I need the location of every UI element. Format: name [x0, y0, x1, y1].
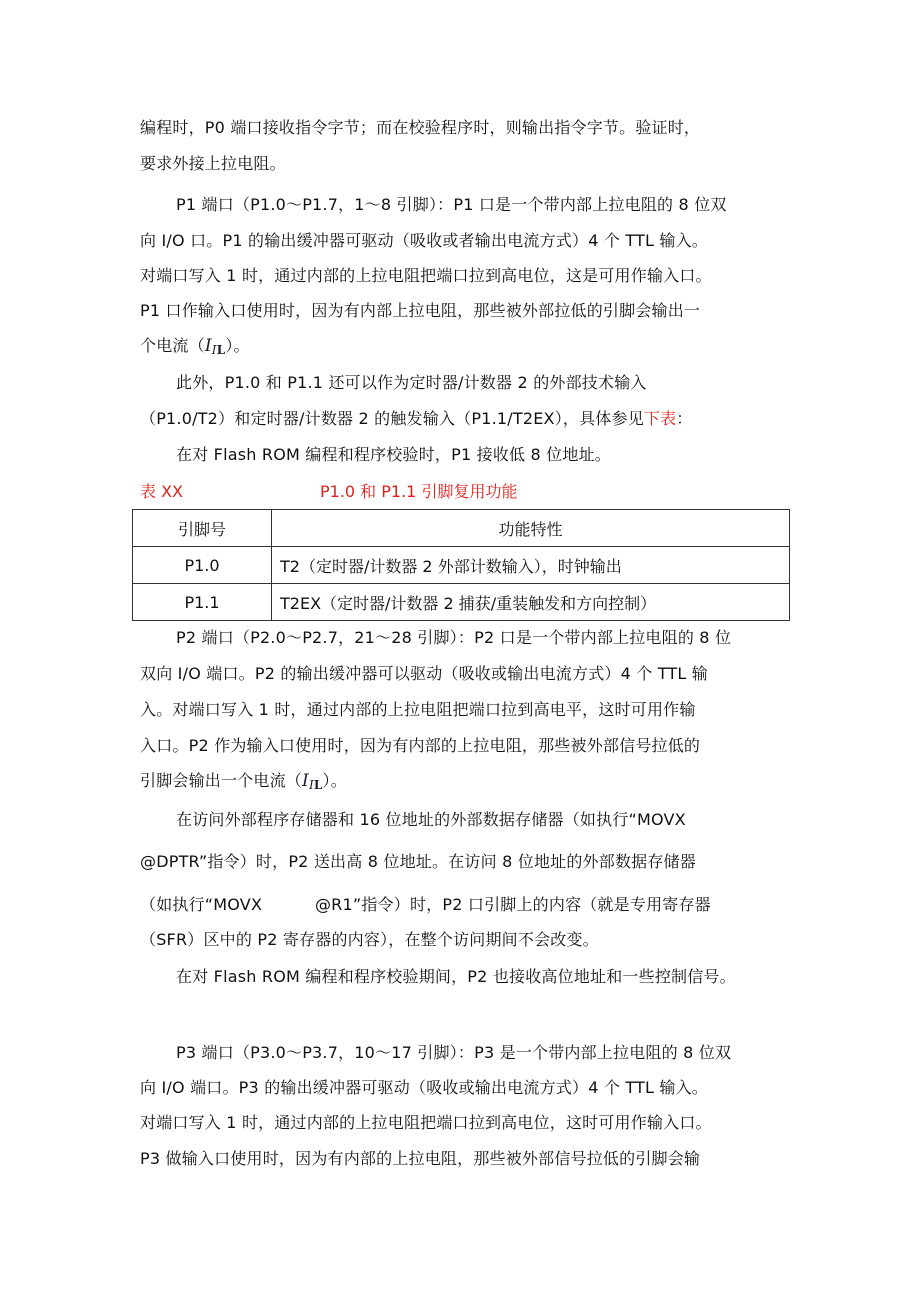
table-label: 表 XX — [140, 482, 184, 501]
p1-line-4: P1 口作输入口使用时，因为有内部上拉电阻，那些被外部拉低的引脚会输出一 — [140, 301, 701, 320]
p1-line-3: 对端口写入 1 时，通过内部的上拉电阻把端口拉到高电位，这是可用作输入口。 — [140, 266, 712, 285]
p2-line-3: 入。对端口写入 1 时，通过内部的上拉电阻把端口拉到高电平，这时可用作输 — [140, 700, 696, 719]
p1-alt-line-2 — [140, 407, 693, 431]
p0-line-2: 要求外接上拉电阻。 — [140, 154, 286, 173]
p2-line-5 — [140, 769, 347, 797]
row-function: T2（定时器/计数器 2 外部计数输入），时钟输出 — [272, 547, 790, 584]
p2-line-2: 双向 I/O 端口。P2 的输出缓冲器可以驱动（吸收或输出电流方式）4 个 TTL 输 — [140, 664, 709, 683]
p1-line-1: P1 端口（P1.0～P1.7，1～8 引脚）：P1 口是一个带内部上拉电阻的 8 位双 — [176, 195, 727, 214]
current-symbol — [205, 336, 226, 356]
p3-line-2: 向 I/O 端口。P3 的输出缓冲器可驱动（吸收或输出电流方式）4 个 TTL 输入。 — [140, 1078, 709, 1097]
p3-line-4: P3 做输入口使用时，因为有内部的上拉电阻，那些被外部信号拉低的引脚会输 — [140, 1149, 701, 1168]
row-pin: P1.1 — [133, 584, 272, 621]
p3-line-1: P3 端口（P3.0～P3.7，10～17 引脚）：P3 是一个带内部上拉电阻的 8 位双 — [176, 1043, 732, 1062]
p0-line-1: 编程时，P0 端口接收指令字节；而在校验程序时，则输出指令字节。验证时， — [140, 118, 701, 137]
row-pin: P1.0 — [133, 547, 272, 584]
p2-access-line-3: （如执行“MOVX @R1”指令）时，P2 口引脚上的内容（就是专用寄存器 — [140, 895, 711, 914]
pin-function-table — [132, 509, 790, 621]
p2-line-5-suffix: ）。 — [322, 771, 347, 790]
p2-access-line-1: 在访问外部程序存储器和 16 位地址的外部数据存储器（如执行“MOVX — [176, 810, 686, 829]
p1-line-2: 向 I/O 口。P1 的输出缓冲器可驱动（吸收或者输出电流方式）4 个 TTL 输入。 — [140, 231, 709, 250]
symbol-sub-italic: I — [211, 343, 217, 357]
p2-flash-line: 在对 Flash ROM 编程和程序校验期间，P2 也接收高位地址和一些控制信号。 — [176, 967, 736, 986]
p1-flash-line: 在对 Flash ROM 编程和程序校验时，P1 接收低 8 位地址。 — [176, 445, 611, 464]
table-header-row — [133, 510, 790, 547]
table-reference-link[interactable]: 下表 — [643, 409, 677, 428]
table-row — [133, 547, 790, 584]
p2-line-1: P2 端口（P2.0～P2.7，21～28 引脚）：P2 口是一个带内部上拉电阻的 8 位 — [176, 628, 732, 647]
symbol-sub-italic: I — [308, 778, 314, 792]
symbol-sub-bold: L — [216, 343, 226, 357]
p1-line-5-suffix: ）。 — [225, 336, 250, 355]
p2-access-line-4: （SFR）区中的 P2 寄存器的内容），在整个访问期间不会改变。 — [140, 930, 599, 949]
p2-access-line-2: @DPTR”指令）时，P2 送出高 8 位地址。在访问 8 位地址的外部数据存储器 — [140, 852, 696, 871]
p2-line-4: 入口。P2 作为输入口使用时，因为有内部的上拉电阻，那些被外部信号拉低的 — [140, 736, 701, 755]
p2-line-5-prefix: 引脚会输出一个电流（ — [140, 771, 303, 790]
table-row — [133, 584, 790, 621]
symbol-main: I — [302, 771, 309, 791]
p1-alt-line-2-prefix: （P1.0/T2）和定时器/计数器 2 的触发输入（P1.1/T2EX），具体参见 — [140, 409, 644, 428]
symbol-main: I — [204, 336, 212, 356]
p3-line-3: 对端口写入 1 时，通过内部的上拉电阻把端口拉到高电位，这时可用作输入口。 — [140, 1113, 712, 1132]
header-pin: 引脚号 — [133, 510, 272, 547]
row-function: T2EX（定时器/计数器 2 捕获/重装触发和方向控制） — [272, 584, 790, 621]
header-function: 功能特性 — [272, 510, 790, 547]
p1-alt-line-1: 此外，P1.0 和 P1.1 还可以作为定时器/计数器 2 的外部技术输入 — [176, 373, 647, 392]
symbol-sub-bold: L — [313, 778, 323, 792]
p1-line-5-prefix: 个电流（ — [140, 336, 205, 355]
p1-alt-line-2-suffix: ： — [676, 409, 693, 428]
p1-line-5 — [140, 334, 250, 362]
table-title: P1.0 和 P1.1 引脚复用功能 — [320, 482, 518, 501]
current-symbol — [302, 771, 323, 791]
